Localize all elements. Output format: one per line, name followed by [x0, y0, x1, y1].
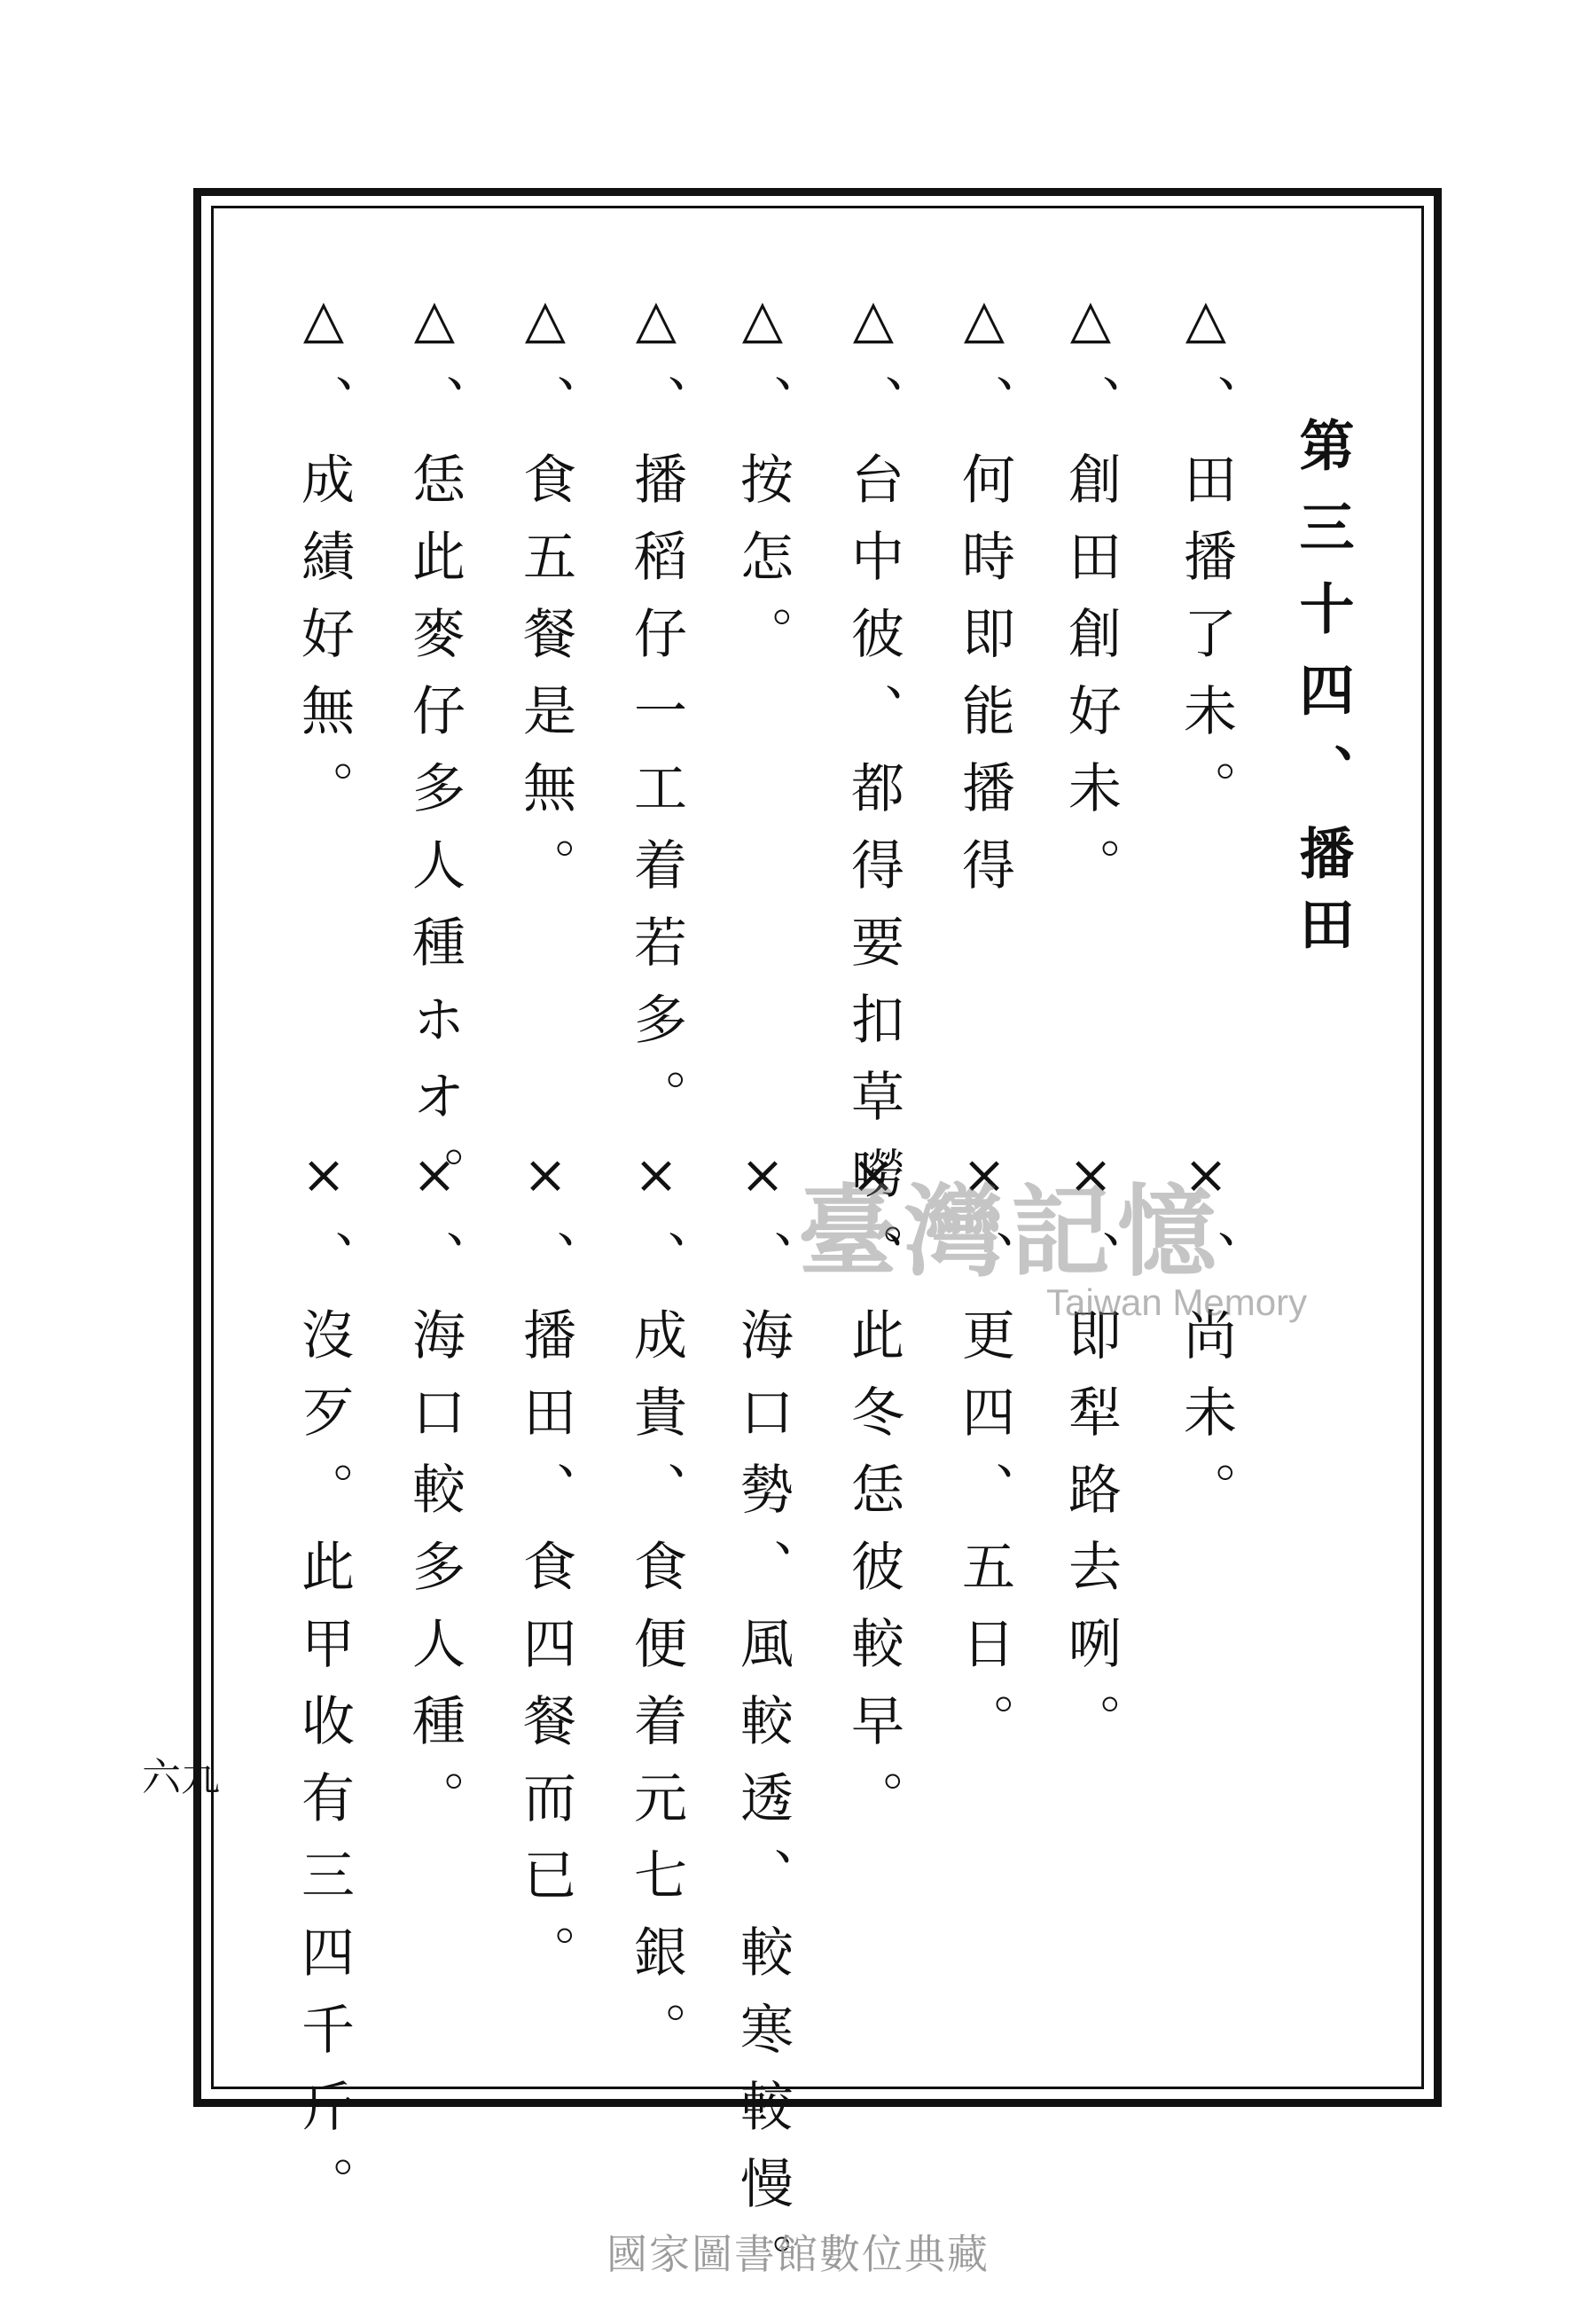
question-line: △、台中彼、都得要扣草嘮。 — [842, 288, 904, 1300]
question-line: △、創田創好未。 — [1060, 288, 1122, 914]
question-line: △、恁此麥仔多人種ホオ。 — [403, 288, 466, 1223]
watermark-logo: 臺灣記憶 — [798, 1174, 1224, 1290]
question-line: △、成績好無。 — [293, 288, 355, 837]
question-line: △、食五餐是無。 — [514, 288, 576, 914]
question-line: △、按怎。 — [732, 288, 794, 683]
answer-line: ×、尚未。 — [1175, 1144, 1237, 1539]
answer-line: ×、海口勢、風較透、較寒較慢。 — [732, 1144, 794, 2310]
answer-line: ×、海口較多人種。 — [403, 1144, 466, 1847]
lesson-title-subject: 田 — [1290, 896, 1355, 975]
answer-line: ×、更四、五日。 — [953, 1144, 1015, 1770]
lesson-title: 第三十四、播 — [1290, 417, 1355, 906]
answer-line: ×、此冬恁彼較早。 — [842, 1144, 904, 1847]
page-border-inner — [211, 206, 1424, 2089]
question-line: △、田播了未。 — [1175, 288, 1237, 837]
question-line: △、播稻仔一工着若多。 — [625, 288, 687, 1146]
page-number: 六九 — [142, 1755, 220, 1800]
answer-line: ×、沒歹。此甲收有三四千斤。 — [293, 1144, 355, 2233]
footer-archive-label: 國家圖書館數位典藏 — [606, 2230, 990, 2278]
answer-line: ×、即犁路去咧。 — [1060, 1144, 1122, 1770]
watermark-logo-english: Taiwan Memory — [1046, 1281, 1308, 1323]
answer-line: ×、播田、食四餐而已。 — [514, 1144, 576, 2001]
question-line: △、何時即能播得 — [953, 288, 1015, 914]
answer-line: ×、成貴、食便着元七銀。 — [625, 1144, 687, 2079]
